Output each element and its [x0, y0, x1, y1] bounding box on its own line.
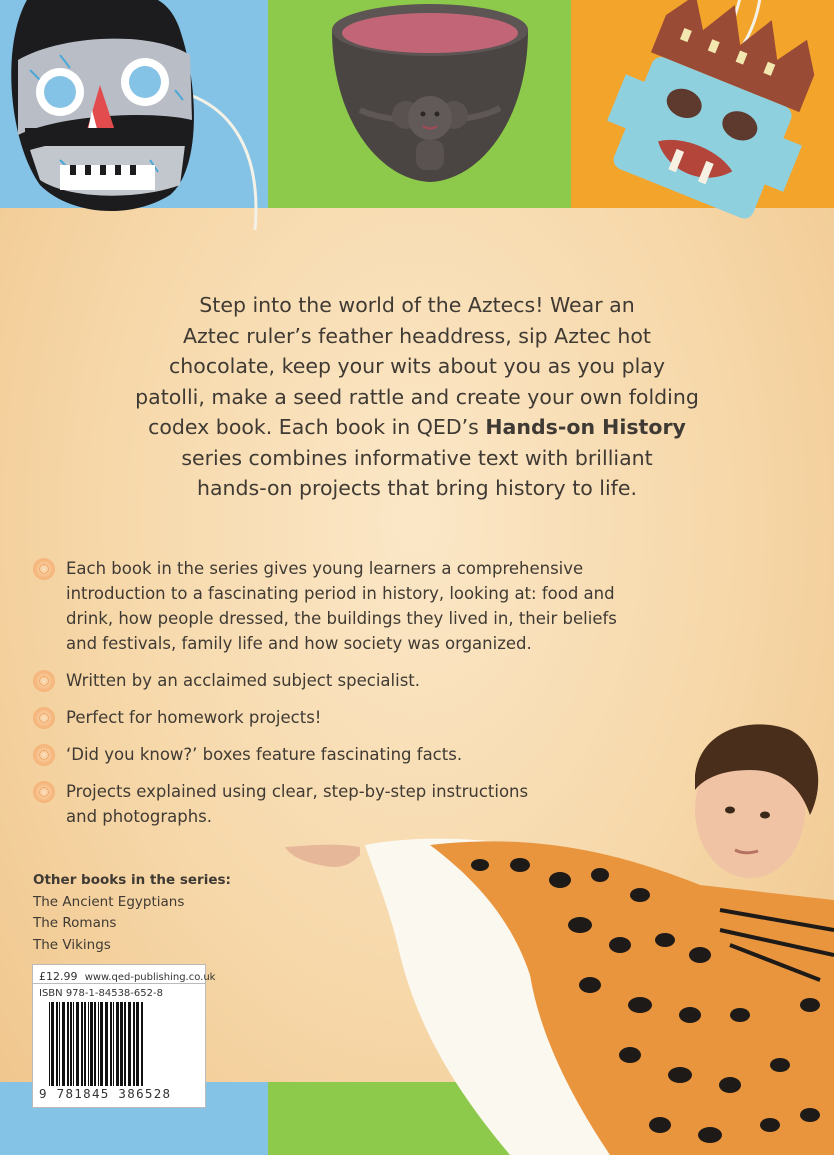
sun-stone-bullet-icon	[34, 745, 54, 765]
blurb-text: codex book. Each book in QED’s	[148, 415, 486, 439]
feature-line: Written by an acclaimed subject specialist.	[66, 671, 421, 690]
sun-stone-bullet-icon	[34, 708, 54, 728]
book-title: The Ancient Egyptians	[33, 893, 185, 910]
foil-mask-photo	[0, 0, 268, 250]
feature-line: ‘Did you know?’ boxes feature fascinating facts.	[66, 745, 463, 764]
blurb-line: hands-on projects that bring history to life.	[196, 476, 638, 500]
blurb-line: chocolate, keep your wits about you as you play	[169, 354, 665, 378]
sun-stone-bullet-icon	[34, 782, 54, 802]
blurb-line	[110, 412, 724, 443]
other-books-heading: Other books in the series:	[33, 872, 231, 888]
feature-list	[34, 556, 634, 841]
blurb-line: Aztec ruler’s feather headdress, sip Aztec hot	[183, 323, 651, 348]
other-books-list	[33, 870, 231, 956]
barcode-panel	[32, 964, 216, 1108]
feature-line: and photographs.	[66, 807, 213, 826]
feature-line: drink, how people dressed, the buildings they lived in, their beliefs	[66, 609, 617, 628]
blurb-line: patolli, make a seed rattle and create your own folding	[135, 384, 699, 409]
price: £12.99	[39, 970, 78, 983]
sun-stone-bullet-icon	[34, 671, 54, 691]
blurb-line: Step into the world of the Aztecs! Wear an	[199, 293, 635, 317]
book-title: The Vikings	[33, 936, 111, 953]
barcode-bars	[47, 1002, 195, 1086]
price-line	[39, 970, 215, 983]
feature-item	[34, 668, 634, 693]
feature-item	[34, 779, 634, 829]
blurb-line: series combines informative text with brilliant	[181, 445, 653, 470]
barcode-divider	[33, 983, 205, 984]
feature-item	[34, 705, 634, 730]
feature-line: introduction to a fascinating period in history, looking at: food and	[66, 584, 615, 603]
feature-line: and festivals, family life and how society was organized.	[66, 634, 532, 653]
blurb-paragraph	[110, 290, 724, 504]
series-name: Hands-on History	[485, 415, 686, 439]
feature-line: Each book in the series gives young learners a comprehensive	[66, 559, 584, 578]
isbn: ISBN 978-1-84538-652-8	[39, 988, 163, 999]
sun-stone-bullet-icon	[34, 559, 54, 579]
feature-line: Perfect for homework projects!	[66, 708, 322, 727]
ean-digits: 9 781845 386528	[39, 1086, 172, 1101]
clay-mask-photo	[590, 0, 834, 240]
feature-item	[34, 556, 634, 656]
book-title: The Romans	[33, 915, 117, 931]
feature-line: Projects explained using clear, step-by-step instructions	[66, 782, 529, 801]
clay-bowl-photo	[320, 0, 540, 190]
feature-item	[34, 742, 634, 767]
publisher-website: www.qed-publishing.co.uk	[84, 972, 216, 983]
